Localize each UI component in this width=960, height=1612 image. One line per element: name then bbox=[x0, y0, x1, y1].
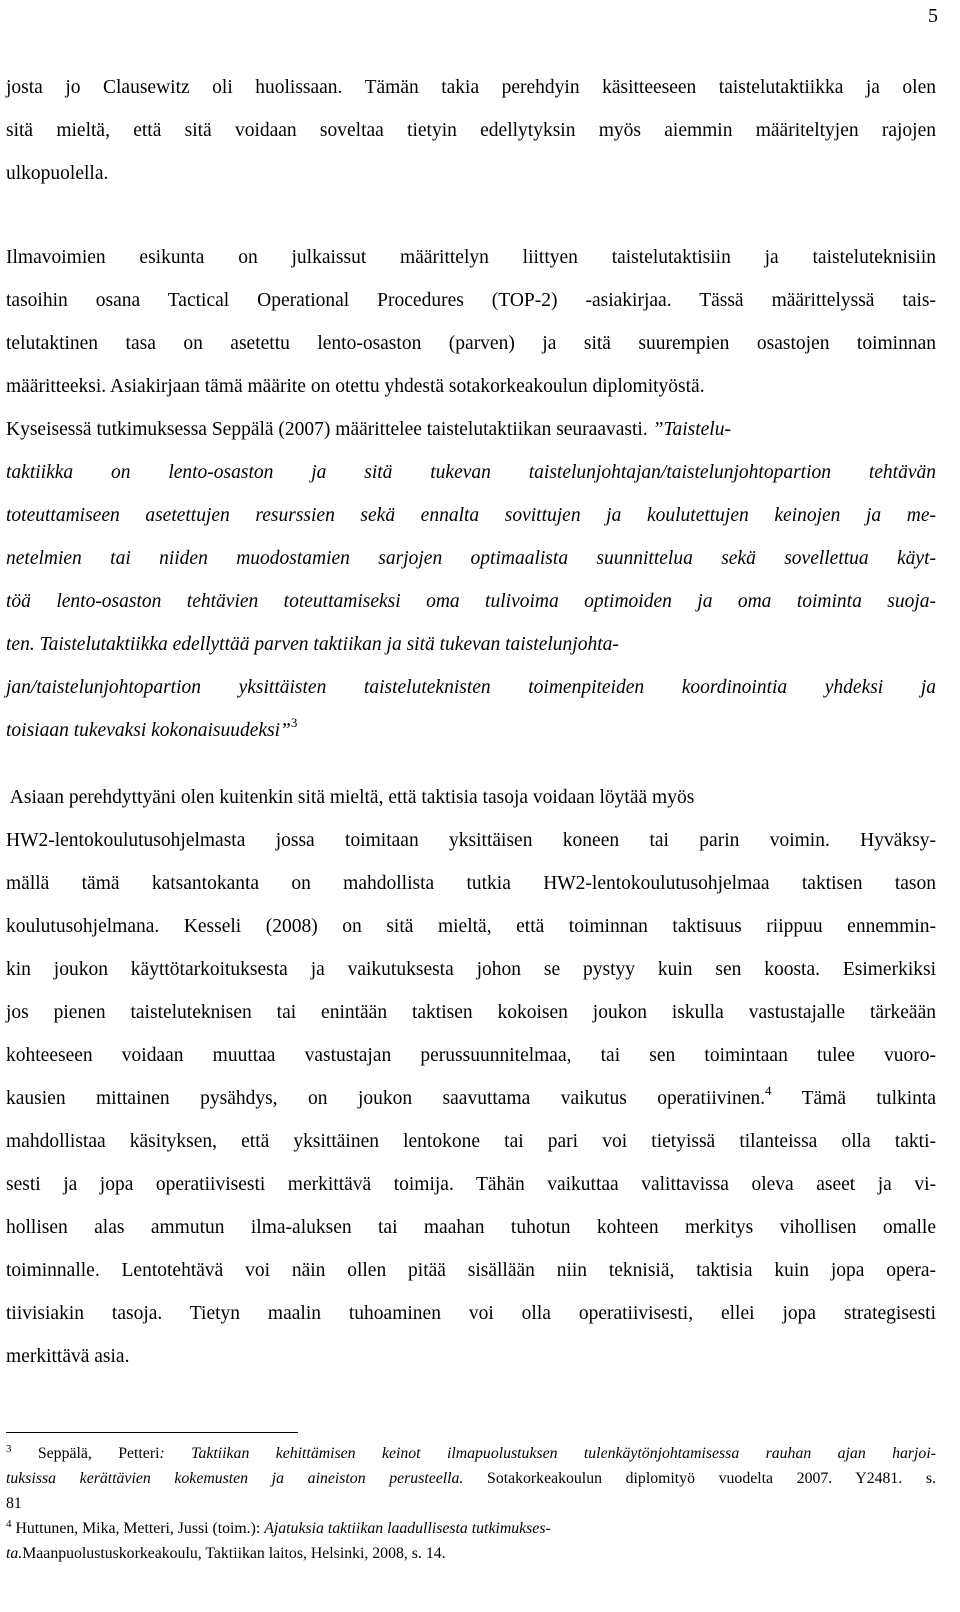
text-line: sitä mieltä, että sitä voidaan soveltaa tietyin edellytyksin myös aiemmin määriteltyjen rajojen bbox=[6, 120, 936, 141]
text-line bbox=[6, 1077, 936, 1120]
text-line: jos pienen taisteluteknisen tai enintään taktisen kokoisen joukon iskulla vastustajalle tärkeään bbox=[6, 1002, 936, 1023]
text-line: tasoihin osana Tactical Operational Procedures (TOP-2) -asiakirjaa. Tässä määrittelyssä tais- bbox=[6, 290, 936, 311]
text-segment: Ajatuksia taktiikan laadullisesta tutkimukses- bbox=[264, 1520, 551, 1537]
text-segment: : Taktiikan kehittämisen keinot ilmapuolustuksen tulenkäytönjohtamisessa rauhan ajan harjoi- bbox=[159, 1445, 936, 1462]
text-segment: ta. bbox=[6, 1545, 23, 1562]
text-line: Ilmavoimien esikunta on julkaissut määrittelyn liittyen taistelutaktisiin ja taisteluteknisiin bbox=[6, 247, 936, 268]
text-line: mahdollistaa käsityksen, että yksittäinen lentokone tai pari voi tietyissä tilanteissa olla takti- bbox=[6, 1131, 936, 1152]
quote-start: ”Taistelu- bbox=[652, 419, 731, 440]
text-line bbox=[6, 709, 936, 752]
text-line bbox=[6, 408, 936, 451]
footnote-ref-3[interactable]: 3 bbox=[290, 715, 298, 730]
quote-line: töä lento-osaston tehtävien toteuttamiseksi oma tulivoima optimoiden ja oma toiminta suoja- bbox=[6, 591, 936, 612]
text-segment: tuksissa kerättävien kokemusten ja aineiston perusteella. bbox=[6, 1470, 464, 1487]
text-line: HW2-lentokoulutusohjelmasta jossa toimitaan yksittäisen koneen tai parin voimin. Hyväksy- bbox=[6, 830, 936, 851]
paragraph-3 bbox=[6, 776, 936, 1378]
quote-end: toisiaan tukevaksi kokonaisuudeksi” bbox=[6, 720, 291, 741]
quote-line: toteuttamiseen asetettujen resurssien sekä ennalta sovittujen ja koulutettujen keinojen ja me- bbox=[6, 505, 936, 526]
footnote-ref-4[interactable]: 4 bbox=[765, 1083, 772, 1098]
footnote-number: 3 bbox=[6, 1443, 12, 1455]
text-line: sesti ja jopa operatiivisesti merkittävä toimija. Tähän vaikuttaa valittavissa oleva aseet ja vi- bbox=[6, 1174, 936, 1195]
text-line: kohteeseen voidaan muuttaa vastustajan perussuunnitelmaa, tai sen toimintaan tulee vuoro- bbox=[6, 1045, 936, 1066]
text-line: Asiaan perehdyttyäni olen kuitenkin sitä mieltä, että taktisia tasoja voidaan löytää myös bbox=[6, 787, 695, 808]
footnote-3 bbox=[6, 1441, 936, 1516]
footnote-separator bbox=[6, 1432, 298, 1433]
text-segment: Tämä tulkinta bbox=[771, 1088, 936, 1109]
footnotes bbox=[6, 1441, 936, 1566]
footnote-line bbox=[6, 1516, 936, 1541]
text-line: ulkopuolella. bbox=[6, 163, 109, 184]
text-line: kin joukon käyttötarkoituksesta ja vaikutuksesta johon se pystyy kuin sen koosta. Esimerkiksi bbox=[6, 959, 936, 980]
footnote-4 bbox=[6, 1516, 936, 1566]
page-number: 5 bbox=[928, 5, 938, 27]
text-line: hollisen alas ammutun ilma-aluksen tai maahan tuhotun kohteen merkitys vihollisen omalle bbox=[6, 1217, 936, 1238]
text-line: toiminnalle. Lentotehtävä voi näin ollen pitää sisällään niin teknisiä, taktisia kuin jopa opera- bbox=[6, 1260, 936, 1281]
text-line: josta jo Clausewitz oli huolissaan. Tämän takia perehdyin käsitteeseen taistelutaktiikka ja olen bbox=[6, 77, 936, 98]
text-segment: Sotakorkeakoulun diplomityö vuodelta 2007. Y2481. s. bbox=[463, 1470, 936, 1487]
footnote-line bbox=[6, 1466, 936, 1491]
footnote-number: 4 bbox=[6, 1518, 12, 1530]
footnote-line: 81 bbox=[6, 1495, 22, 1512]
footnote-line bbox=[6, 1541, 936, 1566]
text-segment: Seppälä, Petteri bbox=[11, 1445, 160, 1462]
text-segment: Huttunen, Mika, Metteri, Jussi (toim.): bbox=[11, 1520, 265, 1537]
paragraph-2 bbox=[6, 236, 936, 752]
paragraph-1 bbox=[6, 66, 936, 195]
text-line: merkittävä asia. bbox=[6, 1346, 130, 1367]
quote-line: taktiikka on lento-osaston ja sitä tukevan taistelunjohtajan/taistelunjohtopartion tehtävän bbox=[6, 462, 936, 483]
text-segment: kausien mittainen pysähdys, on joukon saavuttama vaikutus operatiivinen. bbox=[6, 1088, 765, 1109]
text-line: mällä tämä katsantokanta on mahdollista tutkia HW2-lentokoulutusohjelmaa taktisen tason bbox=[6, 873, 936, 894]
quote-line: jan/taistelunjohtopartion yksittäisten taisteluteknisten toimenpiteiden koordinointia yhdeksi ja bbox=[6, 677, 936, 698]
footnote-line bbox=[6, 1441, 936, 1466]
text-segment: Kyseisessä tutkimuksessa Seppälä (2007) määrittelee taistelutaktiikan seuraavasti. bbox=[6, 419, 653, 440]
quote-line: ten. Taistelutaktiikka edellyttää parven taktiikan ja sitä tukevan taistelunjohta- bbox=[6, 634, 619, 655]
text-line: telutaktinen tasa on asetettu lento-osaston (parven) ja sitä suurempien osastojen toiminnan bbox=[6, 333, 936, 354]
text-line: koulutusohjelmana. Kesseli (2008) on sitä mieltä, että toiminnan taktisuus riippuu ennemmin- bbox=[6, 916, 936, 937]
text-line: tiivisiakin tasoja. Tietyn maalin tuhoaminen voi olla operatiivisesti, ellei jopa strategisesti bbox=[6, 1303, 936, 1324]
text-line: määritteeksi. Asiakirjaan tämä määrite on otettu yhdestä sotakorkeakoulun diplomityöstä. bbox=[6, 376, 705, 397]
quote-line: netelmien tai niiden muodostamien sarjojen optimaalista suunnittelua sekä sovellettua käyt- bbox=[6, 548, 936, 569]
text-segment: Maanpuolustuskorkeakoulu, Taktiikan laitos, Helsinki, 2008, s. 14. bbox=[22, 1545, 446, 1562]
